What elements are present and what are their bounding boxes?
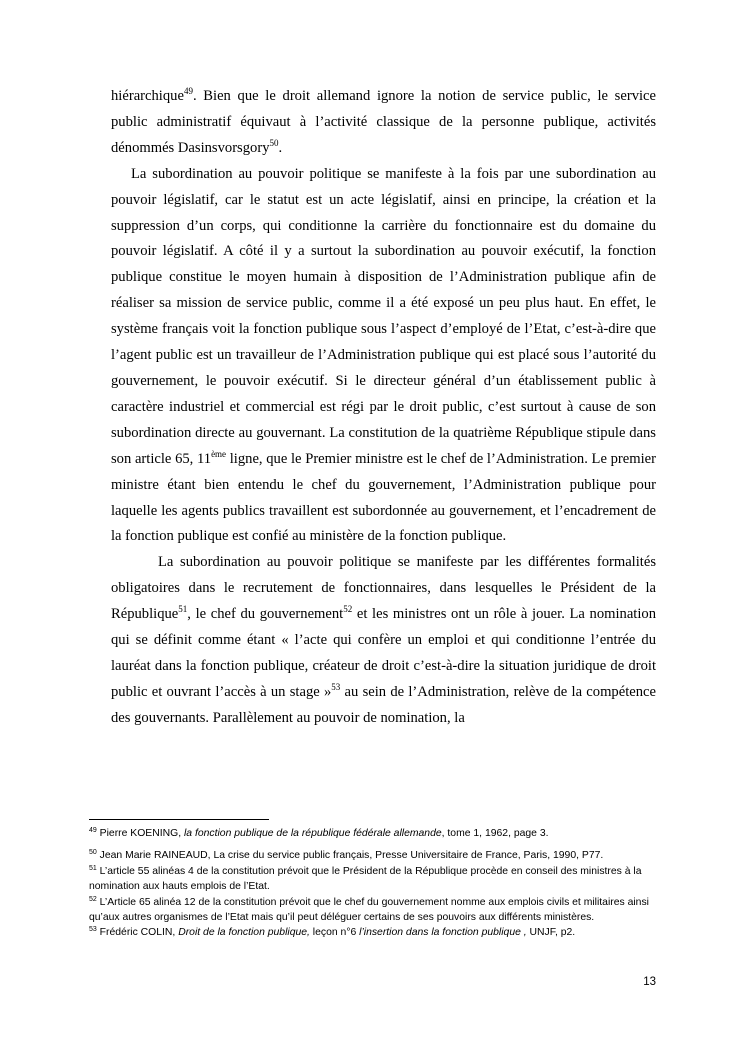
footnote-ref-51[interactable]: 51 xyxy=(178,604,188,615)
footnotes xyxy=(89,826,649,941)
footnote-ref-49[interactable]: 49 xyxy=(183,86,193,96)
footnote-50: $^{50}$ Jean Marie RAINEAUD, La crise du service public français, Presse Universitaire de France, Paris, 1990, P77. xyxy=(89,849,604,862)
footnote-separator xyxy=(89,819,269,820)
paragraph-3: La subordination au pouvoir politique se manifeste par les différentes formalités obligatoires dans le recrutement de fonctionnaires, dans lesquelles le Président de la République$^{51}$, le chef du gouvernement$^{52}$ et les ministres ont un rôle à jouer. La nomination qui se définit comme étant « l’acte qui confère un emploi et qui conditionne l’entrée du lauréat dans la fonction publique, créateur de droit c’est-à-dire la situation juridique de droit public et ouvrant l’accès à un stage »$^{53}$ au sein de l’Administration, relève de la compétence des gouvernants. Parallèlement au pouvoir de nomination, la xyxy=(111,554,656,726)
superscript-eme: ème xyxy=(211,448,227,459)
footnote-52: $^{52}$ L’Article 65 alinéa 12 de la constitution prévoit que le chef du gouvernement nomme aux emplois civils et militaires ainsi qu’aux autres organismes de l’Etat mais qu’il peut déléguer certains de ses pouvoirs aux différents ministères. xyxy=(89,895,649,924)
footnote-ref-53[interactable]: 53 xyxy=(331,681,341,692)
footnote-51: $^{51}$ L’article 55 alinéas 4 de la constitution prévoit que le Président de la République procède en conseil des ministres à la nomination aux hauts emplois de l’Etat. xyxy=(89,864,642,893)
footnote-ref-52[interactable]: 52 xyxy=(343,604,353,615)
footnote-49: $^{49}$ Pierre KOENING, la fonction publique de la république fédérale allemande, tome 1, 1962, page 3. xyxy=(89,827,549,839)
paragraph-1: hiérarchique$^{49}$. Bien que le droit allemand ignore la notion de service public, le service public administratif équivaut à l’activité classique de la personne publique, activités dénommés Dasinsvorsgory$^{50}$. xyxy=(111,86,656,156)
paragraph-2: La subordination au pouvoir politique se manifeste à la fois par une subordination au pouvoir législatif, car le statut est un acte législatif, ainsi en principe, la création et la suppression d’un corps, qui conditionne la carrière du fonctionnaire est du domaine du pouvoir législatif. A côté il y a surtout la subordination au pouvoir exécutif, la fonction publique constitue le moyen humain à disposition de l’Administration publique afin de réaliser sa mission de service public, comme il a été exposé un peu plus haut. En effet, le système français voit la fonction publique sous l’aspect d’employé de l’Etat, c’est-à-dire que l’agent public est un travailleur de l’Administration publique qui est placé sous l’autorité du gouvernement, le pouvoir exécutif. Si le directeur général d’un établissement public à caractère industriel et commercial est régi par le droit public, c’est surtout à cause de son subordination directe au gouvernant. La constitution de la quatrième République stipule dans son article 65, 11ème ligne, que le Premier ministre est le chef de l’Administration. Le premier ministre étant bien entendu le chef du gouvernement, l’Administration publique pour laquelle les agents publics travaillent est subordonnée au gouvernement, et l’encadrement de la fonction publique est confié au ministère de la fonction publique. xyxy=(111,165,656,545)
footnote-ref-50[interactable]: 50 xyxy=(269,137,279,148)
footnote-53: $^{53}$ Frédéric COLIN, Droit de la fonction publique, leçon n°6 l’insertion dans la fonction publique , UNJF, p2. xyxy=(89,926,576,939)
page-number: 13 xyxy=(643,976,656,988)
main-text xyxy=(111,84,656,732)
